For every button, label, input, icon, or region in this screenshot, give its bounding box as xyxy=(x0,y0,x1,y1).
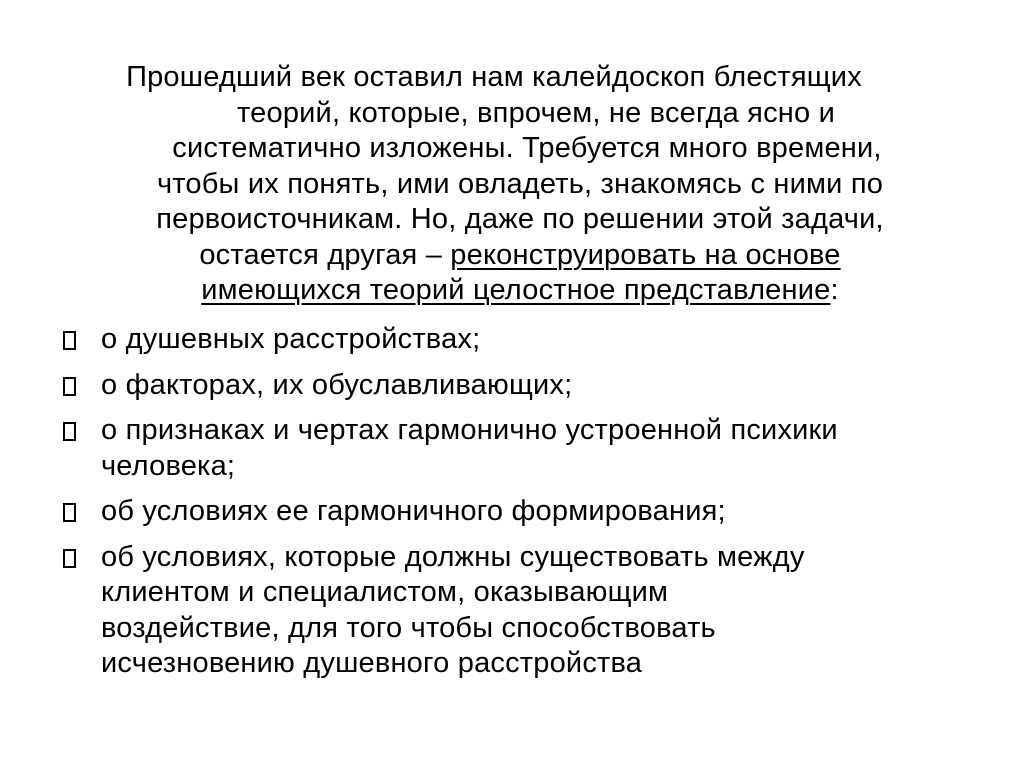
intro-underlined-text: реконструировать на основе xyxy=(450,238,841,271)
bullet-line: воздействие, для того чтобы способствовать xyxy=(101,611,716,644)
bullet-item xyxy=(0,368,981,404)
bullet-item xyxy=(0,540,981,682)
bullet-line: об условиях ее гармоничного формирования; xyxy=(101,495,726,527)
intro-line: систематично изложены. Требуется много времени, xyxy=(172,132,882,164)
bullet-line: о душевных расстройствах; xyxy=(101,323,481,355)
bullet-item xyxy=(0,494,981,530)
bullet-line: о признаках и чертах гармонично устроенной психики xyxy=(101,414,838,446)
intro-text: : xyxy=(830,274,839,306)
bullet-marker-icon xyxy=(63,377,76,396)
intro-underlined-text: имеющихся теорий целостное представление xyxy=(201,274,831,306)
bullet-text xyxy=(101,413,981,484)
bullet-marker-icon xyxy=(63,422,76,441)
bullet-text xyxy=(101,494,981,530)
bullet-line: об условиях, которые должны существовать между xyxy=(101,540,805,573)
bullet-list xyxy=(0,322,1024,692)
intro-line xyxy=(70,273,970,309)
intro-line xyxy=(70,238,970,274)
bullet-item xyxy=(0,322,981,358)
bullet-text xyxy=(101,368,981,404)
bullet-text xyxy=(101,540,981,682)
bullet-line: исчезновению душевного расстройства xyxy=(101,647,643,679)
intro-line: Прошедший век оставил нам калейдоскоп блестящих xyxy=(126,61,862,93)
bullet-item xyxy=(0,413,981,484)
intro-text: остается другая – xyxy=(199,238,451,271)
bullet-marker-icon xyxy=(63,549,76,568)
bullet-marker-icon xyxy=(63,331,76,350)
bullet-marker-icon xyxy=(63,503,76,522)
intro-line: чтобы их понять, ими овладеть, знакомясь с ними по xyxy=(156,167,884,200)
bullet-text xyxy=(101,322,981,358)
bullet-line: о факторах, их обуславливающих; xyxy=(101,368,573,401)
intro-line: первоисточникам. Но, даже по решении этой задачи, xyxy=(156,203,884,235)
intro-line: теорий, которые, впрочем, не всегда ясно и xyxy=(237,96,835,129)
bullet-line: клиентом и специалистом, оказывающим xyxy=(101,576,669,608)
bullet-line: человека; xyxy=(101,449,236,482)
intro-paragraph xyxy=(70,60,970,309)
